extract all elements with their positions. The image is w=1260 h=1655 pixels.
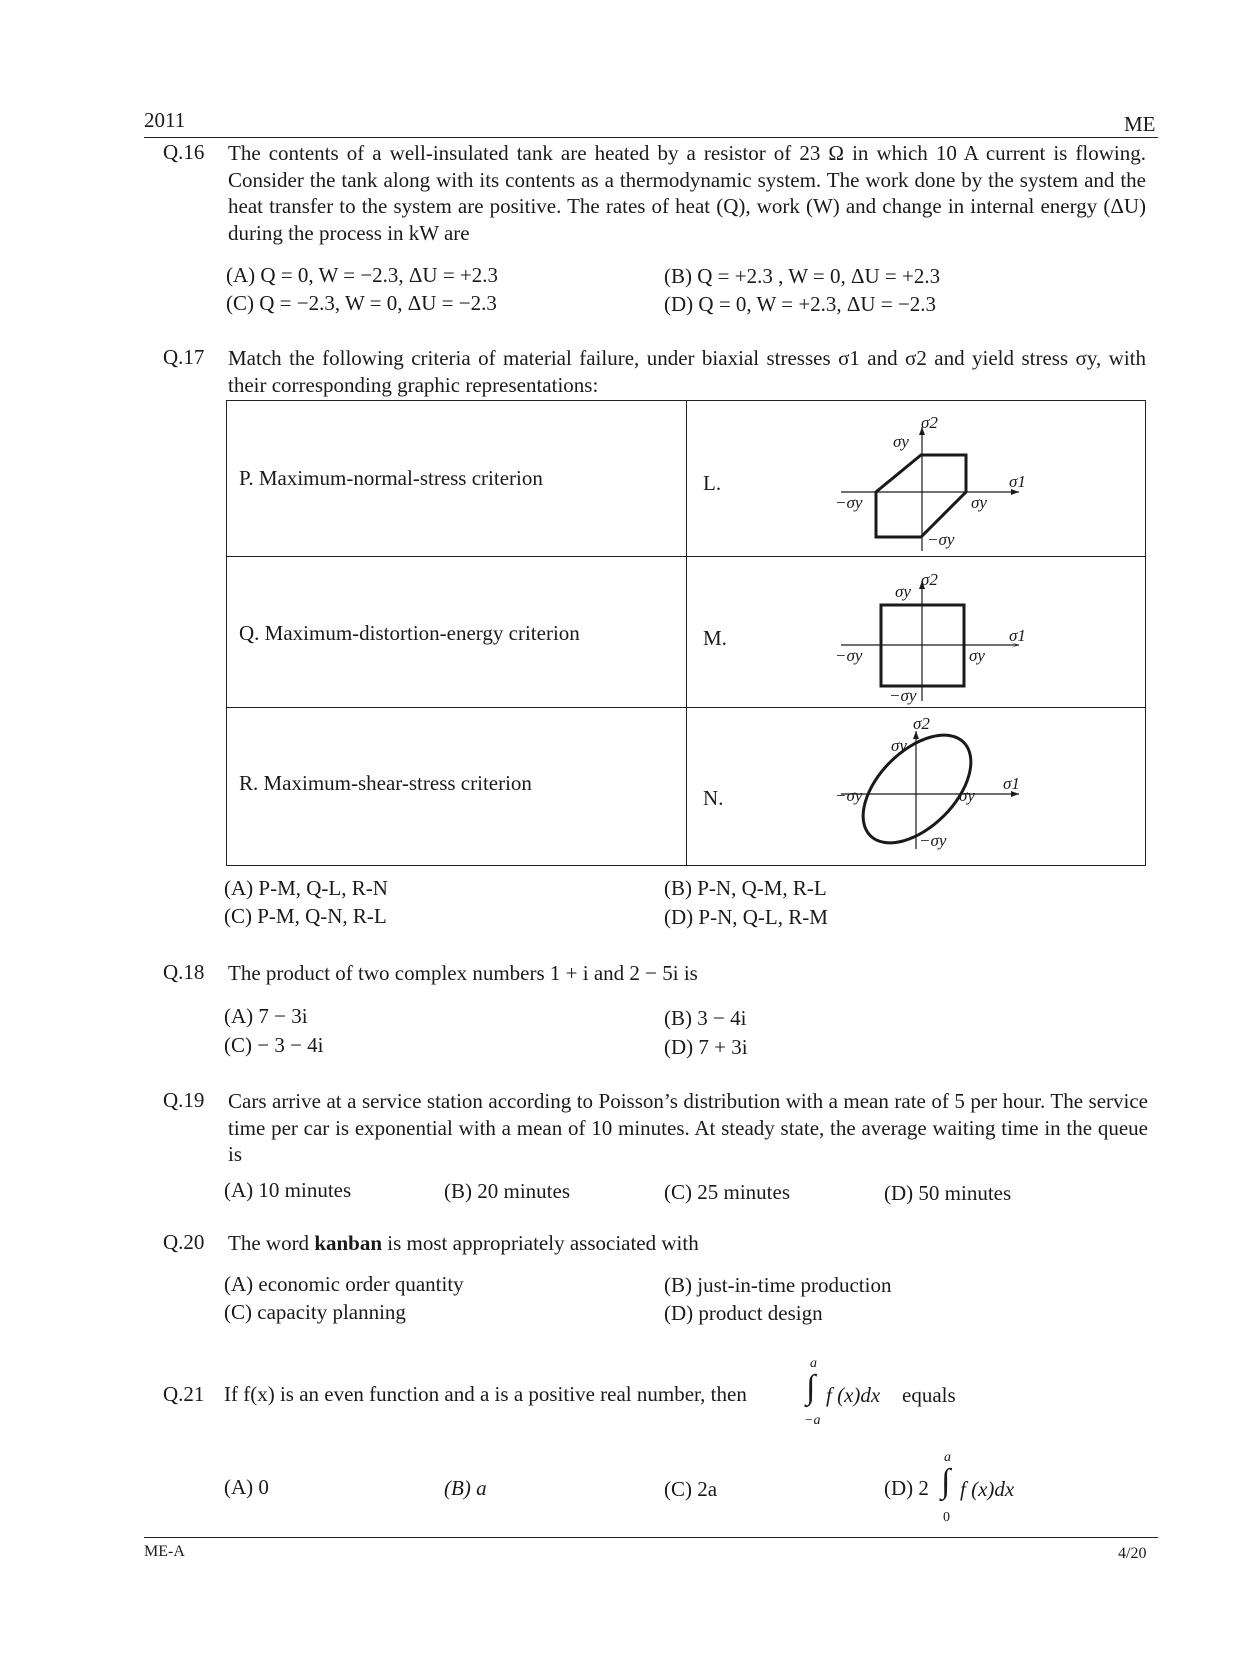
q19-number: Q.19 bbox=[163, 1088, 205, 1112]
q20-text-before: The word bbox=[228, 1231, 315, 1255]
q20-text bbox=[228, 1230, 1146, 1257]
q18-option-b: (B) 3 − 4i bbox=[664, 1006, 747, 1030]
header-paper-code: ME bbox=[1124, 112, 1156, 136]
q21-upper-limit: a bbox=[810, 1356, 817, 1371]
q19-option-a: (A) 10 minutes bbox=[224, 1178, 352, 1202]
diagram-m-square bbox=[831, 561, 1041, 706]
q16-text: The contents of a well-insulated tank are heated by a resistor of 23 Ω in which 10 A current is flowing. Consider the tank along with its contents as a thermodynamic system. The work done by the system and the heat transfer to the system are positive. The rates of heat (Q), work (W) and change in internal energy (ΔU) during the process in kW are bbox=[228, 141, 1146, 245]
q20-number: Q.20 bbox=[163, 1230, 205, 1254]
q20-text-after: is most appropriately associated with bbox=[382, 1231, 699, 1255]
q19-option-b: (B) 20 minutes bbox=[444, 1179, 570, 1203]
q21-option-d-upper: a bbox=[944, 1450, 951, 1465]
diagram-n-sigma1: σ1 bbox=[1003, 774, 1020, 793]
q21-option-a: (A) 0 bbox=[224, 1475, 269, 1499]
diagram-n-neg-sigma-y-bottom: −σy bbox=[919, 831, 947, 850]
header-year: 2011 bbox=[144, 108, 186, 132]
q21-option-d-lower: 0 bbox=[943, 1510, 950, 1525]
graphic-letter-n: N. bbox=[703, 786, 724, 810]
q16-option-c: (C) Q = −2.3, W = 0, ΔU = −2.3 bbox=[226, 291, 497, 315]
diagram-n-sigma2: σ2 bbox=[913, 714, 930, 733]
criterion-q: Q. Maximum-distortion-energy criterion bbox=[239, 621, 580, 645]
q20-option-b: (B) just-in-time production bbox=[664, 1273, 892, 1297]
footer-rule bbox=[144, 1537, 1158, 1538]
header-rule bbox=[144, 137, 1158, 138]
q19-text: Cars arrive at a service station according to Poisson’s distribution with a mean rate of 5 per hour. The service time per car is exponential with a mean of 10 minutes. At steady state, the average waiting time in the queue is bbox=[228, 1089, 1148, 1166]
q18-text: The product of two complex numbers 1 + i and 2 − 5i is bbox=[228, 961, 698, 985]
diagram-m-sigma-y-right: σy bbox=[969, 646, 985, 665]
q21-option-d-integrand: f (x)dx bbox=[960, 1477, 1015, 1501]
table-divider-row-2 bbox=[227, 707, 1145, 708]
diagram-m-sigma2: σ2 bbox=[921, 570, 938, 589]
graphic-letter-l: L. bbox=[703, 471, 722, 495]
diagram-l-neg-sigma-y-bottom: −σy bbox=[927, 530, 955, 549]
q21-text-after: equals bbox=[902, 1383, 956, 1407]
diagram-l-neg-sigma-y-left: −σy bbox=[835, 493, 863, 512]
q20-keyword: kanban bbox=[314, 1231, 383, 1255]
q18-option-d: (D) 7 + 3i bbox=[664, 1035, 748, 1059]
diagram-n-sigma-y-right: σy bbox=[959, 786, 975, 805]
q20-option-d: (D) product design bbox=[664, 1301, 823, 1325]
q21-option-b: (B) a bbox=[444, 1476, 487, 1500]
diagram-n-sigma-y-top: σy bbox=[891, 736, 907, 755]
q17-option-c: (C) P-M, Q-N, R-L bbox=[224, 904, 387, 928]
diagram-m-sigma1: σ1 bbox=[1009, 626, 1026, 645]
diagram-l-sigma-y-right: σy bbox=[971, 493, 987, 512]
q21-option-c: (C) 2a bbox=[664, 1477, 718, 1501]
q17-text: Match the following criteria of material failure, under biaxial stresses σ1 and σ2 and yield stress σy, with their corresponding graphic representations: bbox=[228, 346, 1146, 397]
q17-number: Q.17 bbox=[163, 345, 205, 369]
q17-option-b: (B) P-N, Q-M, R-L bbox=[664, 876, 827, 900]
q20-option-c: (C) capacity planning bbox=[224, 1300, 406, 1324]
q17-option-d: (D) P-N, Q-L, R-M bbox=[664, 905, 828, 929]
graphic-letter-m: M. bbox=[703, 626, 727, 650]
q18-option-a: (A) 7 − 3i bbox=[224, 1004, 308, 1028]
matching-table bbox=[226, 400, 1146, 866]
q19-option-d: (D) 50 minutes bbox=[884, 1181, 1012, 1205]
q16-option-a: (A) Q = 0, W = −2.3, ΔU = +2.3 bbox=[226, 263, 499, 287]
criterion-r: R. Maximum-shear-stress criterion bbox=[239, 771, 532, 795]
table-divider-row-1 bbox=[227, 556, 1145, 557]
q20-option-a: (A) economic order quantity bbox=[224, 1272, 464, 1296]
q16-option-d: (D) Q = 0, W = +2.3, ΔU = −2.3 bbox=[664, 292, 937, 316]
q21-lower-limit: −a bbox=[804, 1413, 821, 1428]
q21-number: Q.21 bbox=[163, 1382, 205, 1406]
q21-integrand: f (x)dx bbox=[826, 1383, 881, 1407]
footer-page-number: 4/20 bbox=[1118, 1545, 1147, 1562]
q21-option-d-prefix: (D) 2 bbox=[884, 1476, 929, 1500]
diagram-m-neg-sigma-y-left: −σy bbox=[835, 646, 863, 665]
integral-sign-icon: ∫ bbox=[806, 1369, 816, 1406]
footer-paper-code: ME-A bbox=[144, 1543, 185, 1560]
table-divider-vertical bbox=[686, 401, 687, 865]
q17-option-a: (A) P-M, Q-L, R-N bbox=[224, 876, 388, 900]
diagram-m-neg-sigma-y-bottom: −σy bbox=[889, 686, 917, 705]
q18-option-c: (C) − 3 − 4i bbox=[224, 1033, 324, 1057]
diagram-m-sigma-y-top: σy bbox=[895, 582, 911, 601]
q18-number: Q.18 bbox=[163, 960, 205, 984]
q21-text-before: If f(x) is an even function and a is a positive real number, then bbox=[224, 1382, 747, 1406]
diagram-n-ellipse bbox=[831, 709, 1041, 859]
criterion-p: P. Maximum-normal-stress criterion bbox=[239, 466, 543, 490]
diagram-l-sigma1: σ1 bbox=[1009, 472, 1026, 491]
diagram-l-sigma-y-top: σy bbox=[893, 432, 909, 451]
q19-option-c: (C) 25 minutes bbox=[664, 1180, 790, 1204]
diagram-l-hexagon bbox=[831, 409, 1041, 554]
diagram-n-neg-sigma-y-left: −σy bbox=[835, 786, 863, 805]
diagram-l-sigma2: σ2 bbox=[921, 413, 938, 432]
q16-option-b: (B) Q = +2.3 , W = 0, ΔU = +2.3 bbox=[664, 264, 941, 288]
q16-number: Q.16 bbox=[163, 140, 205, 164]
integral-sign-icon: ∫ bbox=[941, 1463, 951, 1500]
